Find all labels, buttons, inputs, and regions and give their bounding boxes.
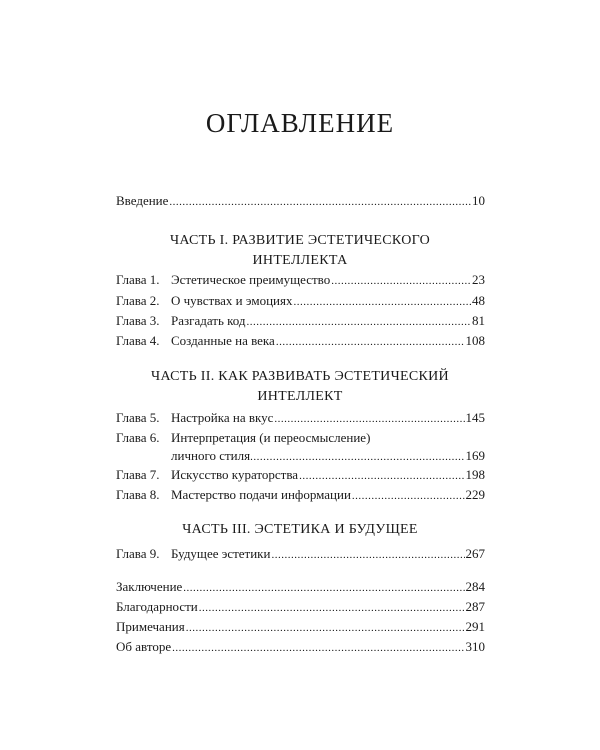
toc-entry-chapter-6[interactable]: [116, 430, 485, 446]
part-heading-3: [100, 520, 500, 540]
page-number: 267: [465, 546, 485, 561]
entry-text: Примечания: [116, 619, 185, 634]
entry-text: личного стиля: [171, 448, 251, 463]
page-number: 229: [465, 487, 485, 502]
page-number: 287: [465, 599, 485, 614]
entry-text: Введение: [116, 193, 169, 208]
chapter-label: Глава 2.: [116, 293, 160, 308]
page-number: 81: [472, 313, 485, 328]
part-heading-2: [100, 367, 500, 407]
page-number: 48: [472, 293, 485, 308]
page-title: ОГЛАВЛЕНИЕ: [205, 108, 395, 138]
page-number: 23: [472, 272, 485, 287]
entry-text: Будущее эстетики: [171, 546, 271, 561]
toc-entry-chapter-1[interactable]: [116, 272, 485, 288]
toc-entry-chapter-3[interactable]: [116, 313, 485, 329]
page-number: 108: [465, 333, 485, 348]
toc-entry-notes[interactable]: [116, 619, 485, 635]
page-number: 198: [465, 467, 485, 482]
dot-leader: [250, 449, 464, 465]
part-heading-line: ИНТЕЛЛЕКТА: [252, 253, 348, 268]
dot-leader: [274, 411, 464, 427]
toc-entry-chapter-4[interactable]: [116, 333, 485, 349]
entry-text: О чувствах и эмоциях: [171, 293, 293, 308]
chapter-label: Глава 6.: [116, 430, 160, 445]
dot-leader: [247, 314, 471, 330]
entry-text: Разгадать код: [171, 313, 246, 328]
toc-entry-chapter-6-cont[interactable]: [116, 448, 485, 464]
chapter-label: Глава 9.: [116, 546, 160, 561]
toc-entry-chapter-8[interactable]: [116, 487, 485, 503]
toc-entry-conclusion[interactable]: [116, 579, 485, 595]
toc-entry-intro[interactable]: [116, 193, 485, 209]
page-number: 284: [465, 579, 485, 594]
dot-leader: [186, 620, 465, 636]
part-heading-line: ИНТЕЛЛЕКТ: [257, 389, 343, 404]
toc-entry-chapter-2[interactable]: [116, 293, 485, 309]
dot-leader: [199, 600, 465, 616]
entry-text: Заключение: [116, 579, 183, 594]
entry-text: Созданные на века: [171, 333, 275, 348]
page-number: 10: [472, 193, 485, 208]
part-heading-line: ЧАСТЬ I. РАЗВИТИЕ ЭСТЕТИЧЕСКОГО: [169, 233, 431, 248]
dot-leader: [331, 273, 471, 289]
entry-text: Искусство кураторства: [171, 467, 299, 482]
dot-leader: [183, 580, 464, 596]
toc-entry-chapter-5[interactable]: [116, 410, 485, 426]
dot-leader: [276, 334, 465, 350]
chapter-label: Глава 1.: [116, 272, 160, 287]
chapter-label: Глава 5.: [116, 410, 160, 425]
toc-entry-chapter-9[interactable]: [116, 546, 485, 562]
toc-entry-chapter-7[interactable]: [116, 467, 485, 483]
entry-text: Эстетическое преимущество: [171, 272, 331, 287]
entry-text: Интерпретация (и переосмысление): [171, 430, 371, 445]
entry-text: Благодарности: [116, 599, 198, 614]
toc-entry-acknowledgements[interactable]: [116, 599, 485, 615]
chapter-label: Глава 3.: [116, 313, 160, 328]
entry-text: Мастерство подачи информации: [171, 487, 351, 502]
chapter-label: Глава 8.: [116, 487, 160, 502]
dot-leader: [271, 547, 464, 563]
dot-leader: [172, 640, 464, 656]
toc-entry-about-author[interactable]: [116, 639, 485, 655]
dot-leader: [352, 488, 465, 504]
page-number: 310: [465, 639, 485, 654]
entry-text: Об авторе: [116, 639, 172, 654]
page-number: 169: [465, 448, 485, 463]
entry-text: Настройка на вкус: [171, 410, 274, 425]
dot-leader: [293, 294, 471, 310]
page-number: 145: [465, 410, 485, 425]
chapter-label: Глава 7.: [116, 467, 160, 482]
dot-leader: [299, 468, 464, 484]
dot-leader: [169, 194, 471, 210]
chapter-label: Глава 4.: [116, 333, 160, 348]
page-number: 291: [465, 619, 485, 634]
part-heading-line: ЧАСТЬ II. КАК РАЗВИВАТЬ ЭСТЕТИЧЕСКИЙ: [151, 369, 449, 384]
part-heading-1: [100, 231, 500, 271]
part-heading-line: ЧАСТЬ III. ЭСТЕТИКА И БУДУЩЕЕ: [182, 522, 418, 537]
